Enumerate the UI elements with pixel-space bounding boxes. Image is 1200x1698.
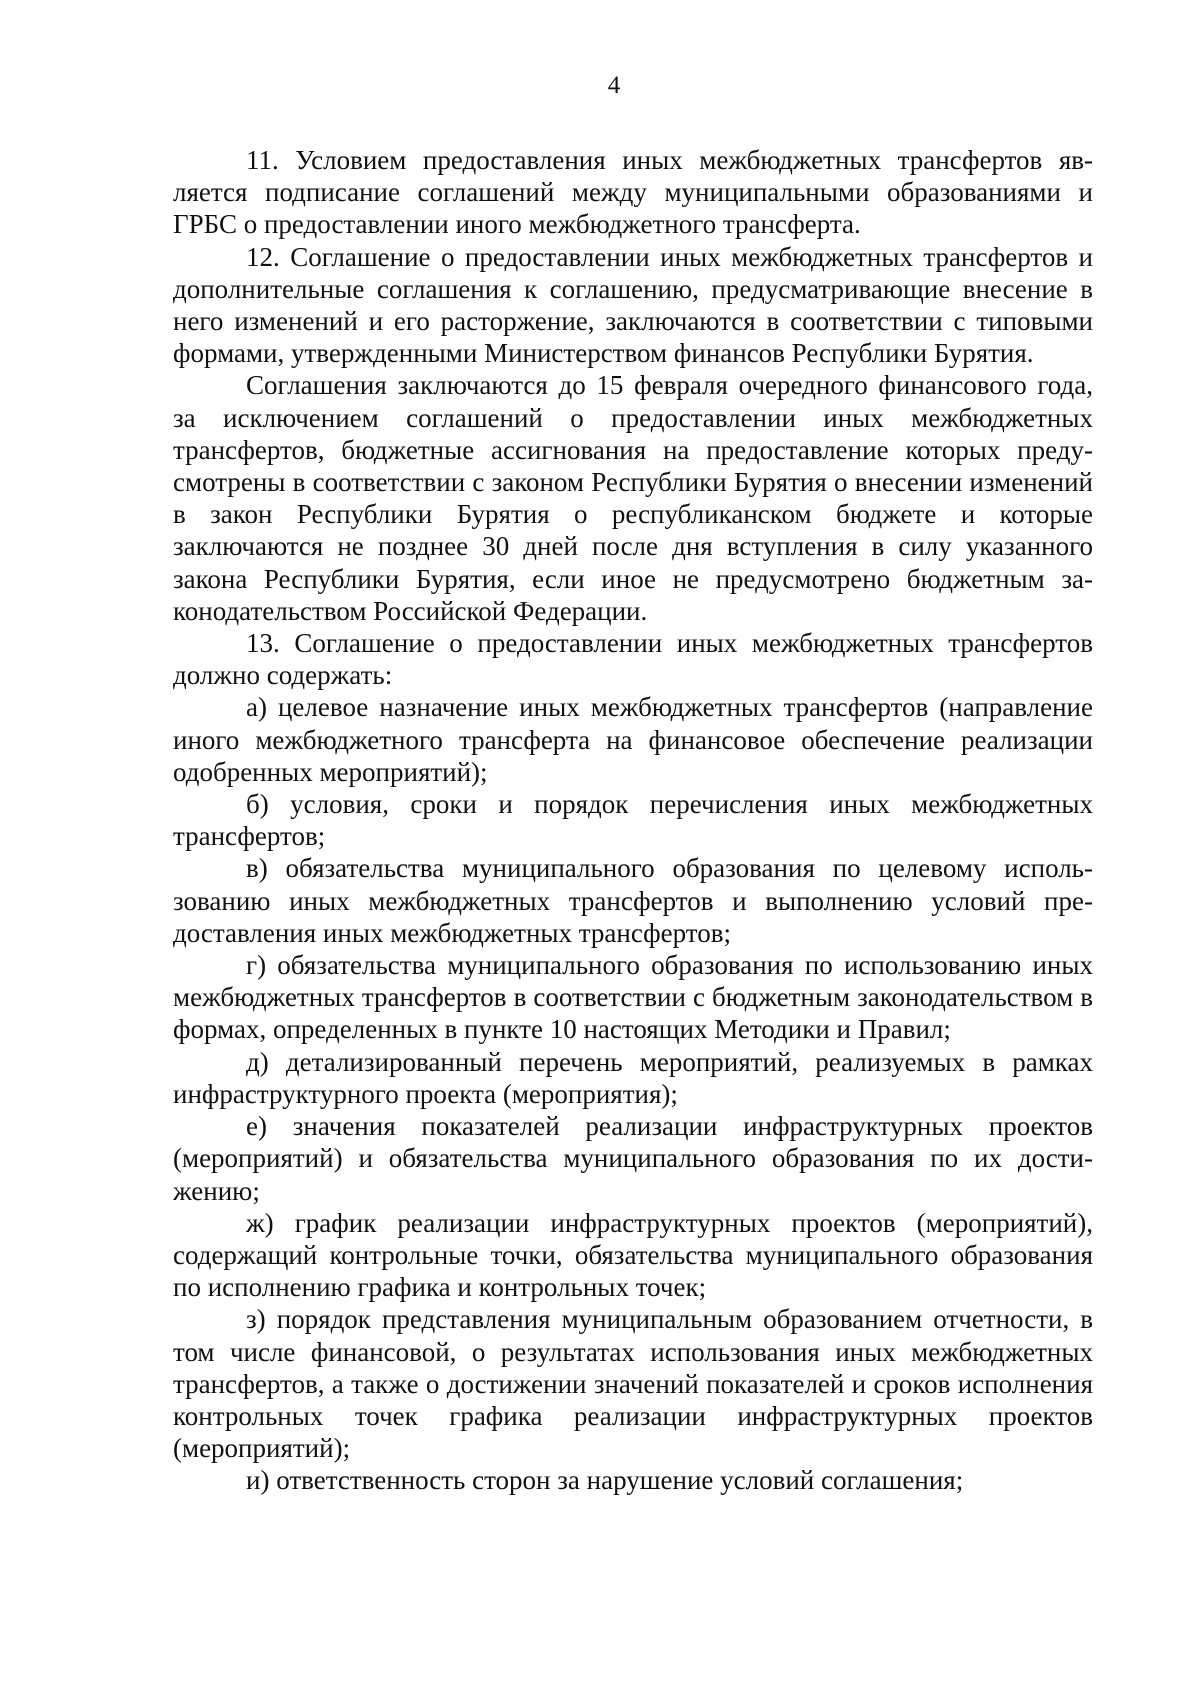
paragraph-item-11: 11. Условием предоставления иных межбюджетных трансфертов является подписание соглашений между муниципальными образованиями и ГРБС о предоставлении иного межбюджетного трансферта.: [173, 145, 1093, 240]
document-body: [173, 144, 1093, 1497]
list-item-g: г) обязательства муниципального образования по использованию иных межбюджетных трансфертов в соответствии с бюджетным законодательством в формах, определенных в пункте 10 настоящих Методики и Правил;: [173, 950, 1093, 1045]
list-item-i: и) ответственность сторон за нарушение условий соглашения;: [246, 1465, 964, 1496]
list-item-d: д) детализированный перечень мероприятий, реализуемых в рамках инфраструктурного проекта (мероприятия);: [173, 1046, 1093, 1109]
page-number: 4: [607, 72, 621, 99]
paragraph-item-12: 12. Соглашение о предоставлении иных межбюджетных трансфертов и дополнительные соглашения к соглашению, предусматривающие внесение в него изменений и его расторжение, заключаются в соответствии с типовыми формами, утвержденными Министерством финансов Республики Бурятия.: [173, 241, 1093, 369]
list-item-b: б) условия, сроки и порядок перечисления иных межбюджетных трансфертов;: [173, 789, 1093, 852]
list-item-a: а) целевое назначение иных межбюджетных трансфертов (направление иного межбюджетного трансферта на финансовое обеспечение реализации одобренных мероприятий);: [173, 692, 1093, 787]
paragraph-item-13: 13. Соглашение о предоставлении иных межбюджетных трансфертов должно содержать:: [173, 628, 1093, 691]
list-item-v: в) обязательства муниципального образования по целевому использованию иных межбюджетных трансфертов и выполнению условий предоставления иных межбюджетных трансфертов;: [173, 853, 1093, 948]
paragraph-agreement-deadline: Соглашения заключаются до 15 февраля очередного финансового года, за исключением соглашений о предоставлении иных межбюджетных трансфертов, бюджетные ассигнования на предоставление которых предусмотрены в соответствии с законом Республики Бурятия о внесении изменений в закон Республики Бурятия о республиканском бюджете и которые заключаются не позднее 30 дней после дня вступления в силу указанного закона Республики Бурятия, если иное не предусмотрено бюджетным законодательством Российской Федерации.: [173, 370, 1093, 626]
list-item-z: з) порядок представления муниципальным образованием отчетности, в том числе финансовой, о результатах использования иных межбюджетных трансфертов, а также о достижении значений показателей и сроков исполнения контрольных точек графика реализации инфраструктурных проектов (мероприятий);: [173, 1304, 1093, 1464]
list-item-zh: ж) график реализации инфраструктурных проектов (мероприятий), содержащий контрольные точки, обязательства муниципального образования по исполнению графика и контрольных точек;: [173, 1207, 1093, 1303]
list-item-e: е) значения показателей реализации инфраструктурных проектов (мероприятий) и обязательства муниципального образования по их достижению;: [173, 1111, 1093, 1206]
